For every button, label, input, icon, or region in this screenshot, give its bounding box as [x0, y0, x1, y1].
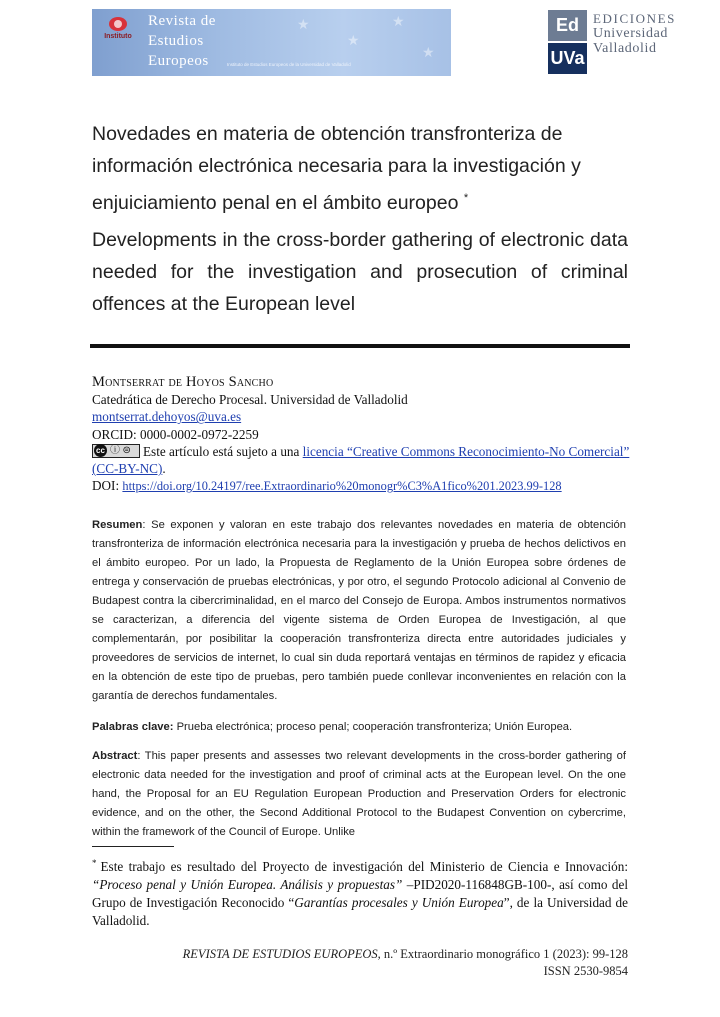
- article-title-spanish-text: Novedades en materia de obtención transfronteriza de información electrónica necesaria para la investigación y enjuiciamiento penal en el ámbito europeo: [92, 123, 581, 214]
- doi-label: DOI:: [92, 478, 120, 494]
- journal-banner: [92, 9, 451, 76]
- publisher-logo-ed: Ed: [548, 10, 587, 41]
- star-icon: ★: [297, 18, 310, 33]
- abstract-label: Abstract: [92, 750, 138, 762]
- footnote-text: Este trabajo es resultado del Proyecto de investigación del Ministerio de Ciencia e Innovación:: [100, 859, 628, 874]
- footnote-group-name: Garantías procesales y Unión Europea: [294, 895, 504, 910]
- journal-issue: n.º Extraordinario monográfico 1 (2023): 99-128: [380, 947, 628, 961]
- footnote-divider: [92, 846, 174, 847]
- title-divider: [90, 344, 630, 348]
- star-icon: ★: [347, 34, 360, 49]
- footnote-project-title: “Proceso penal y Unión Europea. Análisis y propuestas”: [92, 877, 403, 892]
- doi-link[interactable]: https://doi.org/10.24197/ree.Extraordinario%20monogr%C3%A1fico%201.2023.99-128: [122, 479, 562, 494]
- star-icon: ★: [422, 46, 435, 61]
- author-block: [92, 374, 632, 495]
- journal-banner-title: [148, 11, 216, 71]
- footnote-text: –PID2020-116848GB-100-, así como del Grupo de Investigación Reconocido “: [92, 877, 629, 910]
- license-line: [92, 443, 632, 477]
- journal-footer: [183, 946, 628, 980]
- keywords-label: Palabras clave:: [92, 721, 174, 733]
- author-orcid: ORCID: 0000-0002-0972-2259: [92, 426, 259, 442]
- abstract-paragraph: [92, 747, 626, 842]
- star-icon: ★: [392, 15, 405, 30]
- journal-issn: ISSN 2530-9854: [543, 964, 628, 978]
- banner-tagline: Instituto de Estudios Europeos de la Universidad de Valladolid: [227, 62, 351, 67]
- institute-logo-icon: [109, 17, 127, 31]
- license-link[interactable]: licencia “Creative Commons Reconocimiento-No Comercial” (CC-BY-NC): [92, 443, 630, 477]
- journal-name: REVISTA DE ESTUDIOS EUROPEOS,: [182, 947, 381, 961]
- author-email-link[interactable]: montserrat.dehoyos@uva.es: [92, 409, 242, 425]
- footnote-text: ”, de la Universidad de Valladolid.: [92, 895, 628, 928]
- author-name: Montserrat de Hoyos Sancho: [92, 374, 274, 390]
- publisher-line: EDICIONES: [593, 11, 677, 26]
- banner-title-line: Estudios: [148, 33, 204, 49]
- keywords-paragraph: [92, 718, 626, 737]
- doi-line: [92, 477, 632, 495]
- resumen-label: Resumen: [92, 519, 143, 531]
- abstract-text: : This paper presents and assesses two relevant developments in the cross-border gathering of electronic data needed for the investigation and proof of criminal acts at the European level. On the one hand, the Proposal for an EU Regulation European Production and Preservation Orders for electronic evidence, and on the other, the Second Additional Protocol to the Budapest Convention on cybercrime, within the framework of the Council of Europe. Unlike: [92, 750, 626, 838]
- article-title-spanish: [92, 118, 637, 219]
- resumen-text: : Se exponen y valoran en este trabajo dos relevantes novedades en materia de obtención transfronteriza de información electrónica necesaria para la investigación y prueba de hechos delictivos en el ámbito europeo. Por un lado, la Propuesta de Reglamento de la Unión Europea sobre órdenes de entrega y conservación de pruebas electrónicas, y por otro, el segundo Protocolo adicional al Convenio de Budapest contra la cibercriminalidad, en el marco del Consejo de Europa. Ambos instrumentos normativos se caracterizan, a diferencia del vigente sistema de Orden Europea de Investigación, al que complementarán, por posibilitar la cooperación transfronteriza directa entre autoridades judiciales y proveedores de servicios de internet, lo cual sin duda reportará ventajas en términos de rapidez y eficacia en la obtención de este tipo de pruebas, pero también puede conllevar inconvenientes en relación con la garantía de derechos fundamentales.: [92, 519, 626, 702]
- keywords-text: Prueba electrónica; proceso penal; cooperación transfronteriza; Unión Europea.: [173, 721, 573, 733]
- resumen-paragraph: [92, 516, 626, 706]
- publisher-line: Valladolid: [593, 41, 657, 56]
- publisher-logo-uva: UVa: [548, 43, 587, 74]
- publisher-logo-text: [593, 11, 676, 56]
- license-suffix: .: [162, 461, 166, 477]
- license-prefix: Este artículo está sujeto a una: [143, 443, 300, 459]
- institute-logo-text: Instituto: [104, 33, 132, 40]
- banner-title-line: Revista de: [148, 13, 216, 29]
- footnote-marker: *: [463, 192, 469, 204]
- institute-logo: [98, 17, 138, 67]
- article-title-english: Developments in the cross-border gathering of electronic data needed for the investigation and prosecution of criminal offences at the European level: [92, 229, 628, 315]
- author-position: Catedrática de Derecho Procesal. Universidad de Valladolid: [92, 392, 408, 408]
- footnote: [92, 854, 628, 930]
- footnote-mark: *: [92, 858, 97, 868]
- publisher-line: Universidad: [593, 26, 669, 41]
- creative-commons-icon: [92, 444, 140, 458]
- banner-title-line: Europeos: [148, 53, 209, 69]
